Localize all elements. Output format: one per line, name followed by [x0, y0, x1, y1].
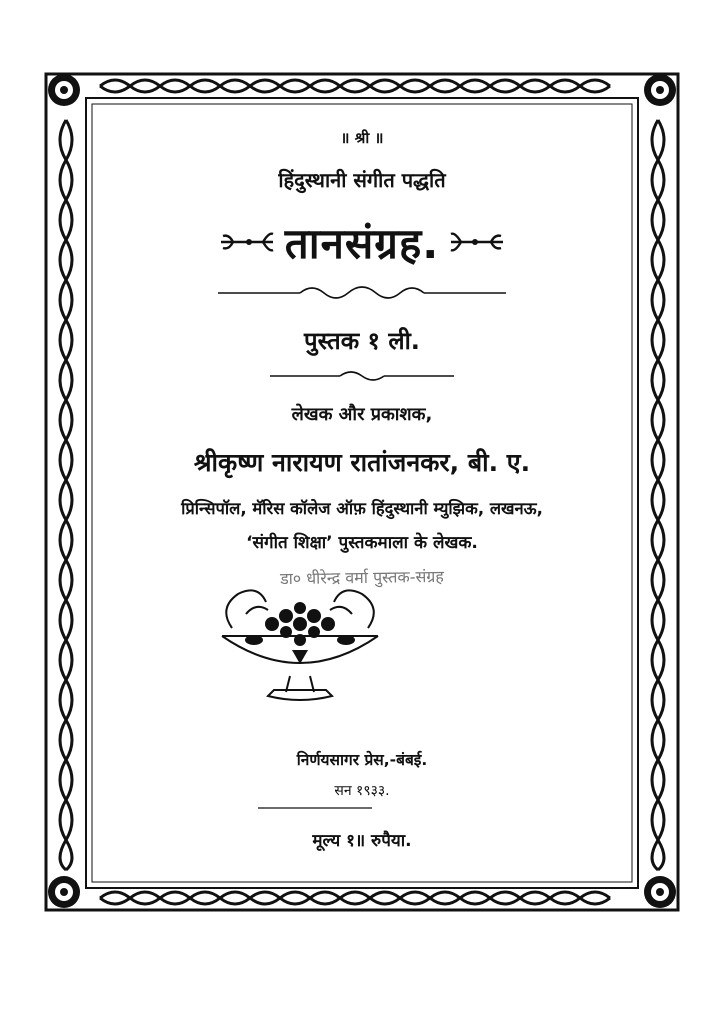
library-stamp: डा० धीरेन्द्र वर्मा पुस्तक-संग्रह — [280, 566, 444, 589]
publisher-press: निर्णयसागर प्रेस,-बंबई. — [296, 751, 428, 769]
invocation: ॥ श्री ॥ — [340, 129, 384, 147]
price: मूल्य १॥ रुपैया. — [312, 831, 412, 851]
author-series: ‘संगीत शिक्षा’ पुस्तकमाला के लेखक. — [246, 533, 478, 553]
author-name: श्रीकृष्ण नारायण रातांजनकर, बी. ए. — [193, 448, 531, 477]
book-title: तानसंग्रह. — [284, 218, 440, 268]
title-row — [110, 212, 614, 272]
author-position: प्रिन्सिपॉल, मॅरिस कॉलेज ऑफ़ हिंदुस्थानी म्युझिक, लखनऊ, — [181, 499, 543, 518]
right-flourish-icon — [449, 230, 505, 254]
series-title: हिंदुस्थानी संगीत पद्धति — [278, 168, 446, 192]
author-label: लेखक और प्रकाशक, — [291, 404, 433, 425]
left-flourish-icon — [219, 230, 275, 254]
volume-number: पुस्तक १ ली. — [304, 327, 420, 355]
publication-year: सन १९३३. — [334, 783, 390, 799]
